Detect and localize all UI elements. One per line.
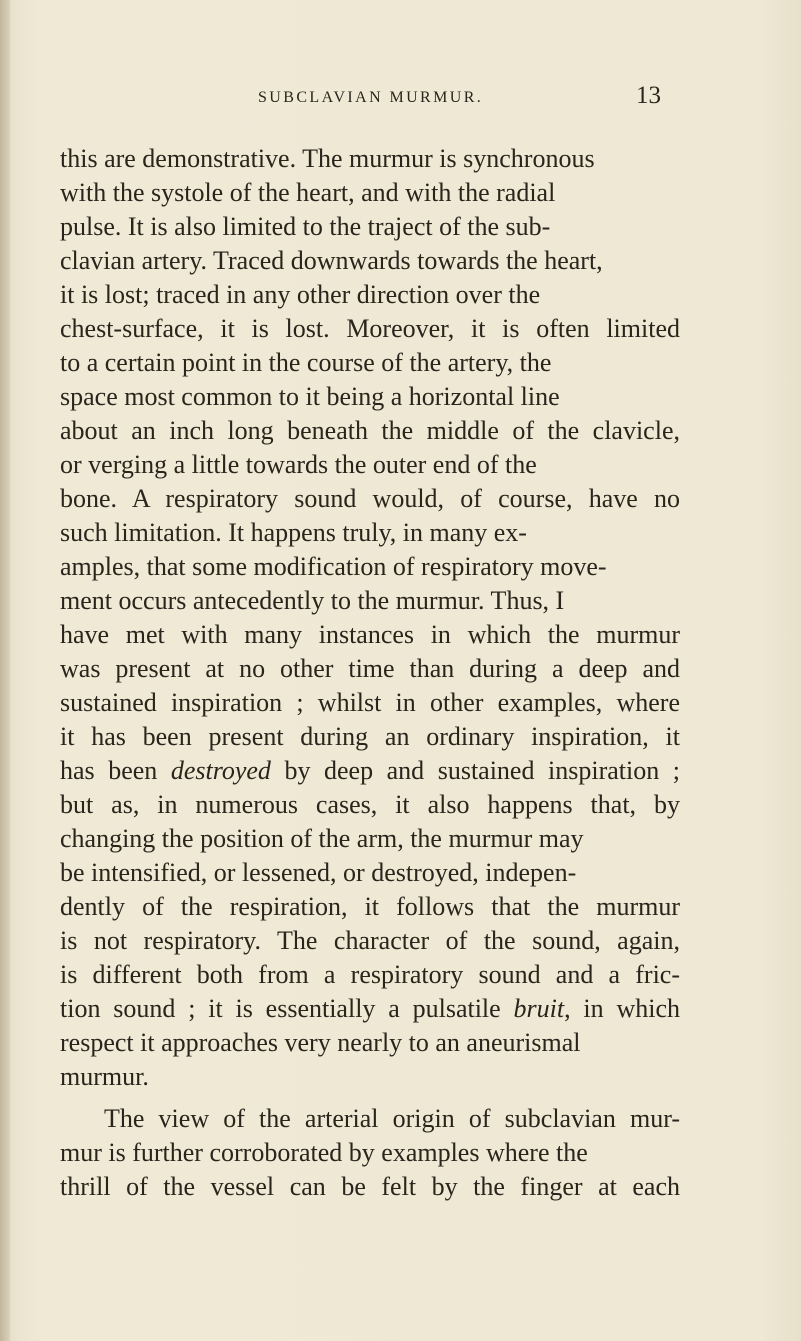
text-line-content: clavian artery. Traced downwards towards the heart, (60, 246, 603, 275)
text-line (60, 380, 680, 414)
text-segment: has been (60, 756, 171, 785)
running-head-title: SUBCLAVIAN MURMUR. (258, 89, 484, 106)
text-line-content: The view of the arterial origin of subclavian mur- (104, 1104, 680, 1133)
text-line-content (60, 754, 680, 788)
text-line (60, 890, 680, 924)
text-line-content: to a certain point in the course of the artery, the (60, 348, 552, 377)
page-number: 13 (636, 82, 661, 109)
text-line-content: pulse. It is also limited to the traject of the sub- (60, 212, 551, 241)
text-line-content: or verging a little towards the outer end of the (60, 450, 537, 479)
text-line-content: bone. A respiratory sound would, of course, have no (60, 484, 680, 513)
text-line-content: changing the position of the arm, the murmur may (60, 824, 584, 853)
text-line (60, 516, 680, 550)
text-segment: by deep and sustained inspiration ; (270, 756, 680, 785)
text-line (60, 1136, 680, 1170)
italic-word: destroyed (170, 756, 271, 785)
text-line (60, 856, 680, 890)
text-line (60, 822, 680, 856)
text-line (60, 652, 680, 686)
text-line-content: respect it approaches very nearly to an aneurismal (60, 1028, 581, 1057)
text-line-content: this are demonstrative. The murmur is synchronous (60, 144, 595, 173)
text-line (60, 244, 680, 278)
text-line (60, 788, 680, 822)
binding-shadow (0, 0, 10, 1341)
text-line-content: murmur. (60, 1062, 149, 1091)
text-line (60, 550, 680, 584)
text-line-content: about an inch long beneath the middle of the clavicle, (60, 416, 680, 445)
paragraph-1 (60, 142, 680, 1094)
text-segment: tion sound ; it is essentially a pulsatile (60, 994, 514, 1023)
text-line-content: it has been present during an ordinary inspiration, it (60, 722, 680, 751)
text-line-content: is different both from a respiratory sound and a fric- (60, 960, 680, 989)
italic-word: bruit (513, 994, 565, 1023)
text-line-content: be intensified, or lessened, or destroyed, indepen- (60, 858, 577, 887)
text-line (60, 210, 680, 244)
text-line-content: ment occurs antecedently to the murmur. Thus, I (60, 586, 565, 615)
text-line-content: sustained inspiration ; whilst in other examples, where (60, 688, 680, 717)
text-line (60, 176, 680, 210)
text-line (60, 618, 680, 652)
text-line-content: such limitation. It happens truly, in many ex- (60, 518, 527, 547)
text-line-content: have met with many instances in which the murmur (60, 620, 680, 649)
text-line-content: with the systole of the heart, and with the radial (60, 178, 556, 207)
text-line (60, 414, 680, 448)
text-line-content: space most common to it being a horizontal line (60, 382, 560, 411)
text-line (60, 142, 680, 176)
body-text (60, 142, 680, 1204)
text-line (60, 720, 680, 754)
text-line-content: is not respiratory. The character of the sound, again, (60, 926, 680, 955)
text-line (60, 686, 680, 720)
text-line (60, 346, 680, 380)
text-line-content: dently of the respiration, it follows that the murmur (60, 892, 680, 921)
text-line (60, 1060, 680, 1094)
text-line (60, 754, 680, 788)
text-line-content: but as, in numerous cases, it also happens that, by (60, 790, 680, 819)
text-line (60, 992, 680, 1026)
text-line (60, 958, 680, 992)
text-line-content: mur is further corroborated by examples where the (60, 1138, 588, 1167)
text-line (60, 448, 680, 482)
text-line-content: it is lost; traced in any other direction over the (60, 280, 541, 309)
text-line-content: chest-surface, it is lost. Moreover, it is often limited (60, 314, 680, 343)
text-line (60, 312, 680, 346)
text-line (60, 482, 680, 516)
paragraph-2 (60, 1102, 680, 1204)
text-line (60, 278, 680, 312)
text-line (60, 584, 680, 618)
text-line (60, 1026, 680, 1060)
text-line (60, 1170, 680, 1204)
text-segment: , in which (564, 994, 680, 1023)
text-line-content: was present at no other time than during a deep and (60, 654, 680, 683)
text-line-content: thrill of the vessel can be felt by the finger at each (60, 1172, 680, 1201)
text-line-content: amples, that some modification of respiratory move- (60, 552, 607, 581)
text-line (60, 924, 680, 958)
text-line-content (60, 992, 680, 1026)
text-line (60, 1102, 680, 1136)
paragraph-gap (60, 1094, 680, 1102)
